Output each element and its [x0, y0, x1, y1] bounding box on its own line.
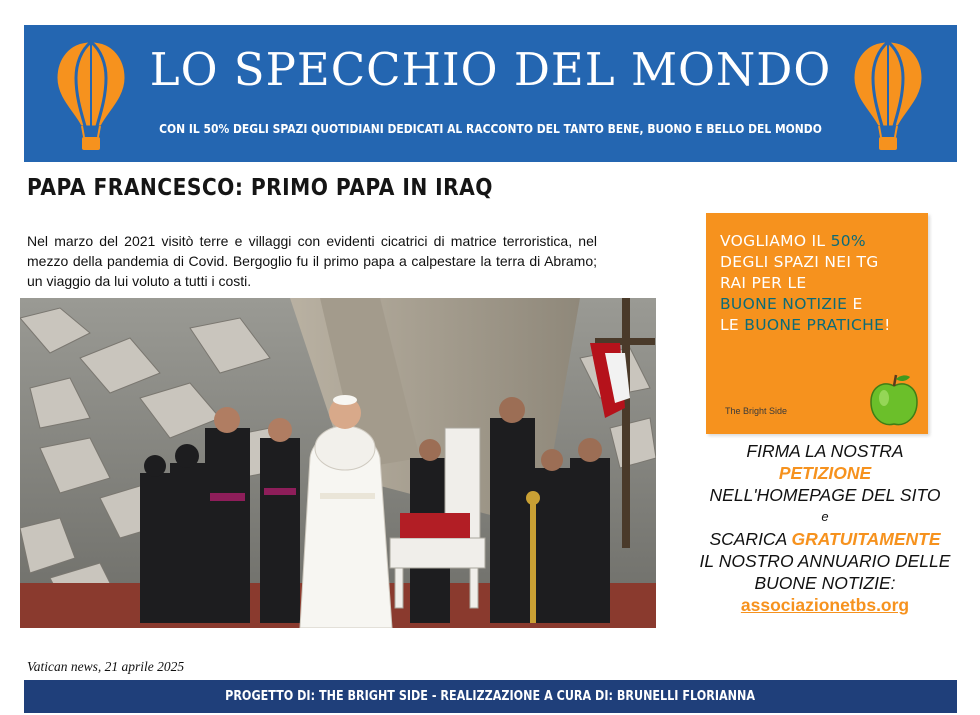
cta-line: FIRMA LA NOSTRA [746, 441, 904, 461]
promo-brand: The Bright Side [725, 406, 788, 416]
promo-line: DEGLI SPAZI NEI TG [720, 253, 879, 271]
masthead-tagline: CON IL 50% DEGLI SPAZI QUOTIDIANI DEDICATI AL RACCONTO DEL TANTO BENE, BUONO E BELLO DEL MONDO [159, 121, 822, 136]
cta-line: SCARICA GRATUITAMENTE [709, 529, 941, 549]
hot-air-balloon-icon [851, 38, 925, 153]
green-apple-icon [868, 372, 920, 428]
article-lead: Nel marzo del 2021 visitò terre e villaggi con evidenti cicatrici di matrice terroristica, nel mezzo della pandemia di Covid. Bergoglio fu il primo papa a calpestare la terra di Abramo; un viaggio da lui voluto a tutti i costi. [27, 233, 597, 289]
footer-credits-bar [24, 680, 957, 713]
footer-credits: PROGETTO DI: THE BRIGHT SIDE - REALIZZAZIONE A CURA DI: BRUNELLI FLORIANNA [225, 689, 756, 704]
pope-francis-among-ruins-photo [20, 298, 656, 628]
masthead-title: LO SPECCHIO DEL MONDO [149, 43, 832, 96]
promo-line: BUONE NOTIZIE E [720, 295, 863, 313]
masthead-banner [24, 25, 957, 162]
cta-line: BUONE NOTIZIE: [754, 573, 896, 593]
promo-line: RAI PER LE [720, 274, 807, 292]
promo-text [720, 231, 920, 336]
promo-line: VOGLIAMO IL 50% [720, 232, 866, 250]
promo-line: LE BUONE PRATICHE! [720, 316, 891, 334]
petition-call-to-action [680, 440, 970, 616]
website-link[interactable]: associazionetbs.org [740, 595, 910, 615]
cta-line: IL NOSTRO ANNUARIO DELLE [699, 551, 951, 571]
cta-petition: PETIZIONE [778, 463, 872, 483]
cta-line: e [821, 509, 829, 524]
cta-line: NELL'HOMEPAGE DEL SITO [709, 485, 941, 505]
article-source: Vatican news, 21 aprile 2025 [27, 659, 185, 674]
article-headline: PAPA FRANCESCO: PRIMO PAPA IN IRAQ [27, 175, 493, 201]
